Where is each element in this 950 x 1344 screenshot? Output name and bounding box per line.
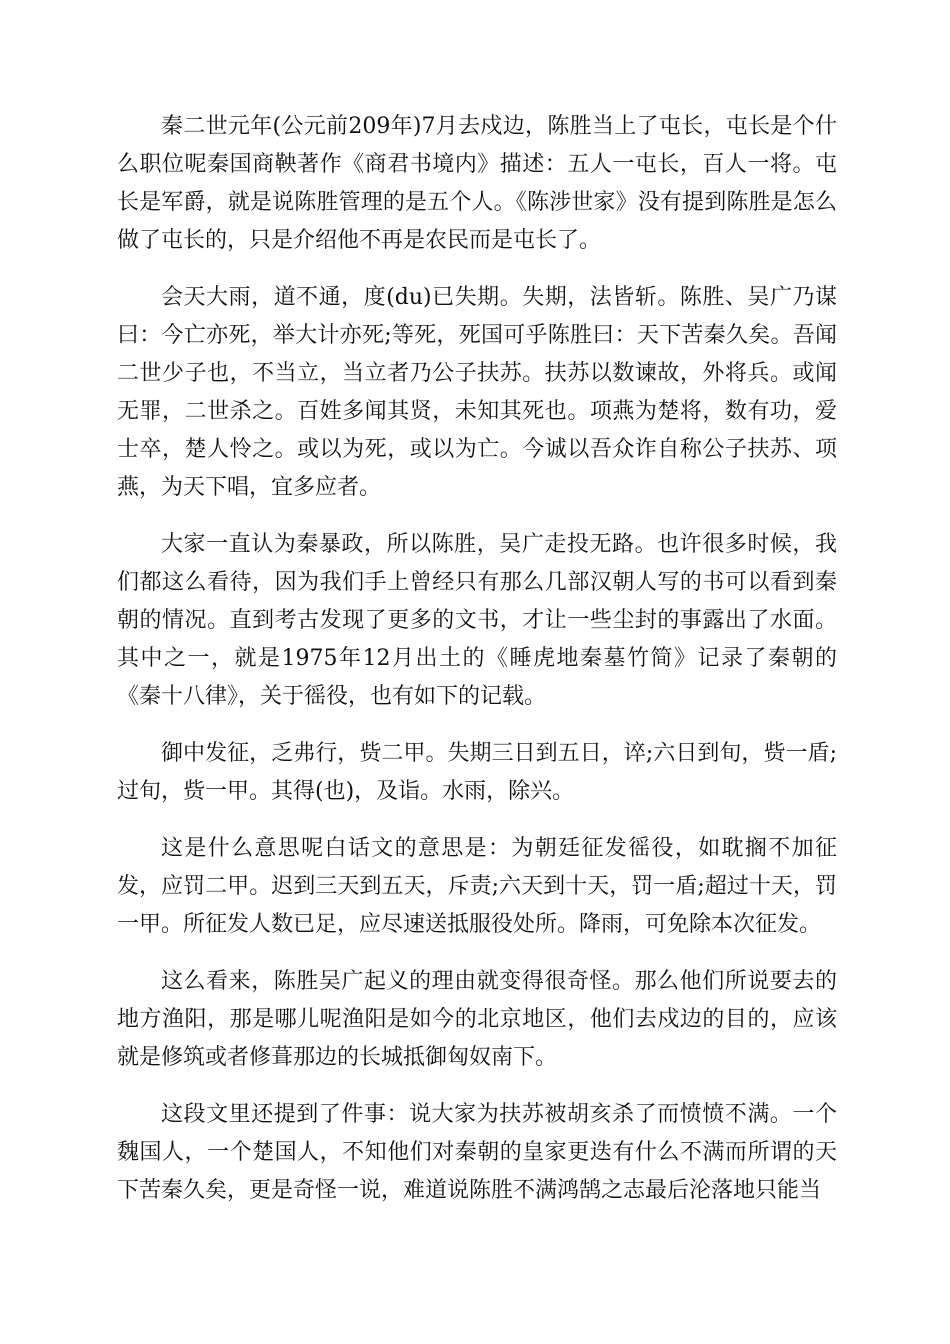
paragraph-6: 这么看来，陈胜吴广起义的理由就变得很奇怪。那么他们所说要去的地方渔阳，那是哪儿呢渔阳是如今的北京地区，他们去戍边的目的，应该就是修筑或者修葺那边的长城抵御匈奴南下。 (117, 969, 837, 1070)
paragraph-1: 秦二世元年(公元前209年)7月去戍边，陈胜当上了屯长，屯长是个什么职位呢秦国商鞅著作《商君书境内》描述：五人一屯长，百人一将。屯长是军爵，就是说陈胜管理的是五个人。《陈涉世家》没有提到陈胜是怎么做了屯长的，只是介绍他不再是农民而是屯长了。 (117, 114, 837, 253)
document-body (117, 108, 837, 1229)
paragraph-5: 这是什么意思呢白话文的意思是：为朝廷征发徭役，如耽搁不加征发，应罚二甲。迟到三天到五天，斥责;六天到十天，罚一盾;超过十天，罚一甲。所征发人数已足，应尽速送抵服役处所。降雨，可免除本次征发。 (117, 836, 837, 937)
paragraph-4: 御中发征，乏弗行，赀二甲。失期三日到五日，谇;六日到旬，赀一盾;过旬，赀一甲。其得(也)，及诣。水雨，除兴。 (117, 741, 837, 804)
paragraph-7: 这段文里还提到了件事：说大家为扶苏被胡亥杀了而愤愤不满。一个魏国人，一个楚国人，不知他们对秦朝的皇家更迭有什么不满而所谓的天下苦秦久矣，更是奇怪一说，难道说陈胜不满鸿鹄之志最后沦落地只能当 (117, 1102, 837, 1203)
paragraph-2: 会天大雨，道不通，度(du)已失期。失期，法皆斩。陈胜、吴广乃谋曰：今亡亦死，举大计亦死;等死，死国可乎陈胜曰：天下苦秦久矣。吾闻二世少子也，不当立，当立者乃公子扶苏。扶苏以数谏故，外将兵。或闻无罪，二世杀之。百姓多闻其贤，未知其死也。项燕为楚将，数有功，爱士卒，楚人怜之。或以为死，或以为亡。今诚以吾众诈自称公子扶苏、项燕，为天下唱，宜多应者。 (117, 285, 837, 500)
paragraph-3: 大家一直认为秦暴政，所以陈胜，吴广走投无路。也许很多时候，我们都这么看待，因为我们手上曾经只有那么几部汉朝人写的书可以看到秦朝的情况。直到考古发现了更多的文书，才让一些尘封的事露出了水面。其中之一，就是1975年12月出土的《睡虎地秦墓竹简》记录了秦朝的《秦十八律》，关于徭役，也有如下的记载。 (117, 532, 837, 709)
